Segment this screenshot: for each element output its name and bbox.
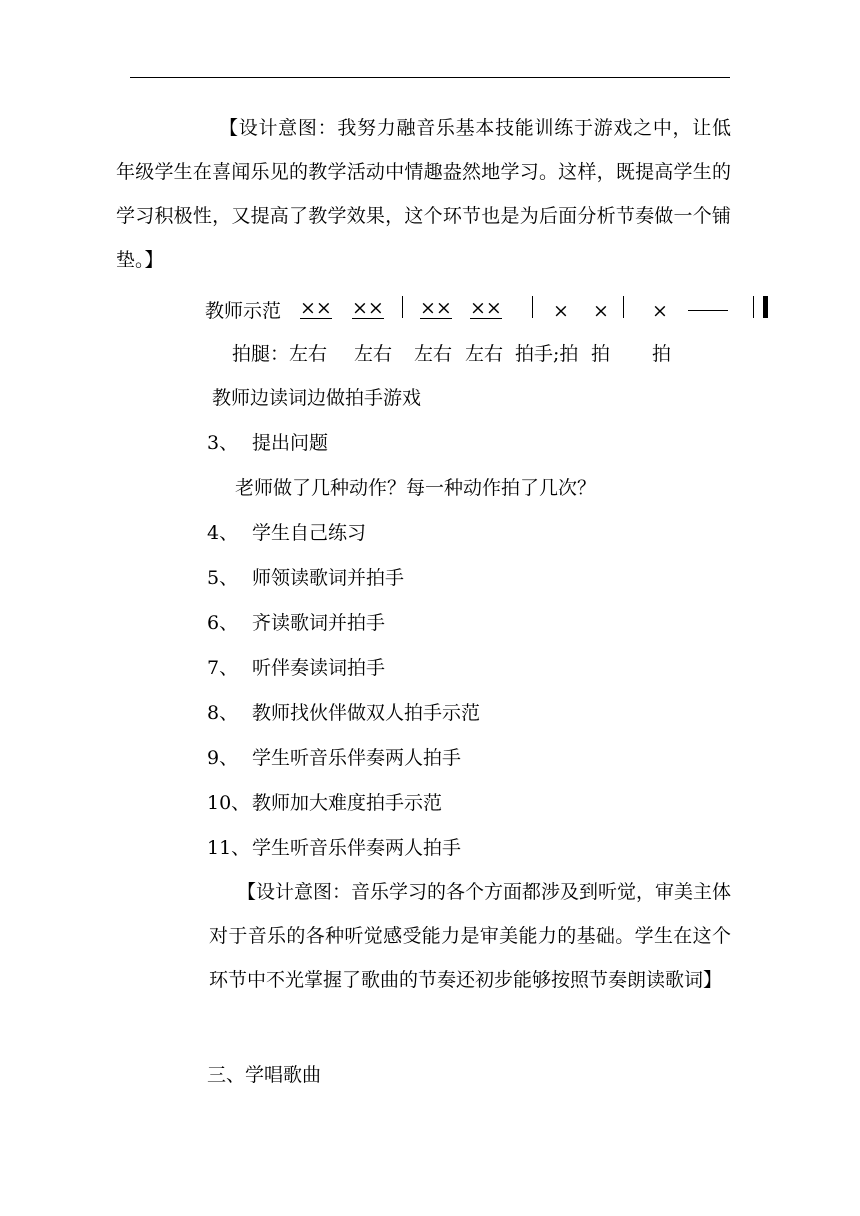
rhythm-note: × xyxy=(652,300,668,322)
rhythm-note: × xyxy=(553,300,569,322)
step-number: 5、 xyxy=(207,567,239,589)
rhythm-note: ×× xyxy=(420,297,452,319)
step-text: 学生自己练习 xyxy=(252,522,367,544)
step-text: 提出问题 xyxy=(252,432,329,454)
step-number: 8、 xyxy=(207,702,239,724)
sustain-dash xyxy=(688,310,728,311)
step-text: 教师加大难度拍手示范 xyxy=(252,792,443,814)
section-heading: 三、学唱歌曲 xyxy=(207,1064,322,1086)
step-number: 9、 xyxy=(207,747,239,769)
rhythm-action: 拍腿：左右 xyxy=(232,343,328,365)
step-text: 齐读歌词并拍手 xyxy=(252,612,386,634)
step-text: 教师找伙伴做双人拍手示范 xyxy=(252,702,481,724)
step-number: 6、 xyxy=(207,612,239,634)
rhythm-action: 拍 xyxy=(652,343,672,365)
step-number: 3、 xyxy=(207,432,239,454)
rhythm-note: ×× xyxy=(300,297,332,319)
barline xyxy=(753,296,754,318)
step-text: 师领读歌词并拍手 xyxy=(252,567,405,589)
rhythm-action: 拍手;拍 xyxy=(515,343,579,365)
question-text: 老师做了几种动作？每一种动作拍了几次？ xyxy=(235,477,597,499)
step-number: 7、 xyxy=(207,657,239,679)
barline xyxy=(623,296,624,318)
step-number: 10、 xyxy=(207,792,251,814)
step-number: 4、 xyxy=(207,522,239,544)
rhythm-action: 左右 xyxy=(465,343,504,365)
barline xyxy=(402,296,403,318)
step-text: 学生听音乐伴奏两人拍手 xyxy=(252,837,462,859)
header-rule xyxy=(130,77,730,78)
rhythm-note: ×× xyxy=(352,297,384,319)
rhythm-label: 教师示范 xyxy=(205,300,282,322)
demo-line: 教师边读词边做拍手游戏 xyxy=(212,387,422,409)
rhythm-note: × xyxy=(593,300,609,322)
final-barline xyxy=(763,296,768,318)
intro-paragraph: 【设计意图：我努力融音乐基本技能训练于游戏之中，让低年级学生在喜闻乐见的教学活动中情趣盎然地学习。这样，既提高学生的学习积极性，又提高了教学效果，这个环节也是为后面分析节奏做一个铺垫。】 xyxy=(116,117,731,271)
step-number: 11、 xyxy=(207,837,251,859)
design-paragraph: 【设计意图：音乐学习的各个方面都涉及到听觉，审美主体对于音乐的各种听觉感受能力是审美能力的基础。学生在这个环节中不光掌握了歌曲的节奏还初步能够按照节奏朗读歌词】 xyxy=(209,881,732,991)
barline xyxy=(532,296,533,318)
step-text: 听伴奏读词拍手 xyxy=(252,657,386,679)
step-text: 学生听音乐伴奏两人拍手 xyxy=(252,747,462,769)
rhythm-action: 左右 xyxy=(414,343,453,365)
rhythm-action: 拍 xyxy=(591,343,611,365)
rhythm-note: ×× xyxy=(470,297,502,319)
rhythm-action: 左右 xyxy=(354,343,393,365)
